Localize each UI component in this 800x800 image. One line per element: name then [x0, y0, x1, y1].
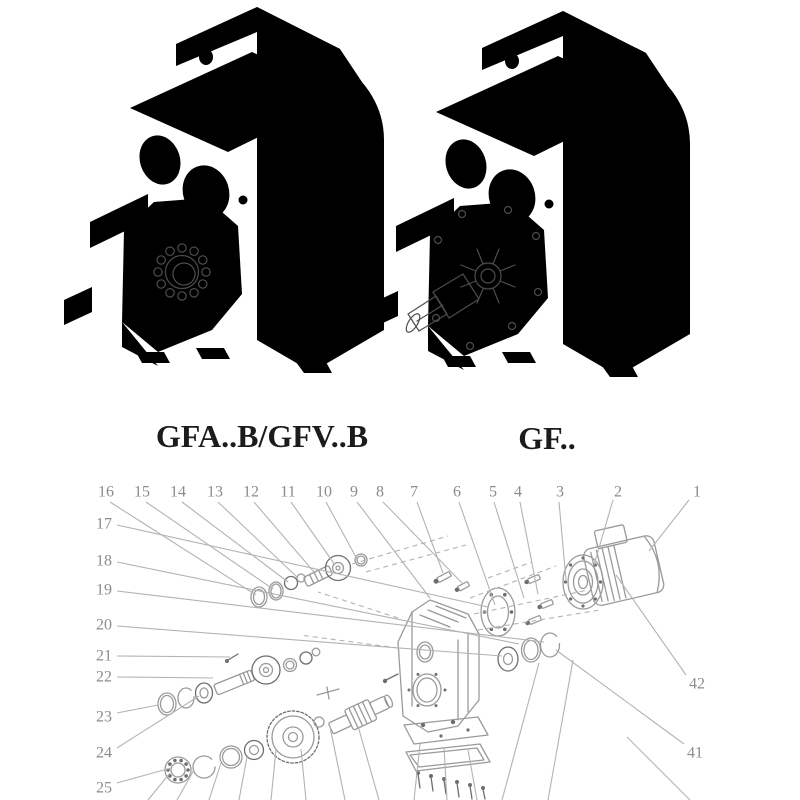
gearbox-drawing-gfab	[64, 7, 384, 373]
part-number-15: 15	[134, 483, 150, 501]
upper-shaft-assembly	[251, 554, 367, 607]
leader-line-42	[616, 575, 686, 675]
leader-line-23	[117, 705, 158, 713]
leader-line-3	[559, 502, 566, 580]
cutoff-line-13	[627, 737, 690, 800]
part-number-21: 21	[96, 647, 112, 665]
cutoff-line-4	[271, 749, 276, 800]
part-number-14: 14	[170, 483, 186, 501]
cutoff-line-12	[548, 660, 573, 800]
part-number-1: 1	[693, 483, 701, 501]
part-number-42: 42	[689, 675, 705, 693]
caption-gf: GF..	[518, 420, 576, 456]
part-number-22: 22	[96, 668, 112, 686]
cutoff-line-0	[148, 773, 170, 800]
leader-line-5	[494, 502, 524, 598]
exploded-view	[158, 519, 665, 799]
part-number-7: 7	[410, 483, 418, 501]
part-number-8: 8	[376, 483, 384, 501]
part-number-2: 2	[614, 483, 622, 501]
cutoff-line-5	[301, 749, 306, 800]
part-number-23: 23	[96, 708, 112, 726]
cutoff-line-10	[468, 750, 477, 800]
part-number-11: 11	[280, 483, 296, 501]
part-number-3: 3	[556, 483, 564, 501]
part-number-18: 18	[96, 552, 112, 570]
leader-line-21	[117, 656, 230, 657]
leader-line-9	[357, 502, 430, 598]
part-number-6: 6	[453, 483, 461, 501]
projection-line-7	[488, 562, 532, 578]
part-number-25: 25	[96, 779, 112, 797]
leader-line-1	[649, 500, 689, 551]
leader-line-11	[291, 502, 335, 565]
part-number-16: 16	[98, 483, 114, 501]
part-number-17: 17	[96, 515, 112, 533]
part-number-10: 10	[316, 483, 332, 501]
part-number-20: 20	[96, 616, 112, 634]
leader-line-6	[459, 502, 495, 605]
leader-line-8	[383, 502, 463, 584]
part-number-9: 9	[350, 483, 358, 501]
caption-gfab: GFA..B/GFV..B	[155, 418, 369, 454]
leader-line-14	[182, 502, 288, 582]
part-number-41: 41	[687, 744, 703, 762]
part-number-4: 4	[514, 483, 522, 501]
part-number-13: 13	[207, 483, 223, 501]
cutoff-line-6	[329, 722, 345, 800]
projection-line-4	[478, 610, 600, 630]
intermediate-shaft-assembly	[158, 648, 320, 715]
gearbox-drawing-gf	[370, 11, 690, 377]
leader-line-25	[117, 768, 171, 783]
projection-line-1	[366, 545, 466, 572]
leader-line-22	[117, 677, 213, 678]
leader-line-17	[117, 525, 488, 607]
part-number-5: 5	[489, 483, 497, 501]
leader-line-4	[520, 502, 538, 594]
cutoff-line-7	[358, 726, 379, 800]
part-number-24: 24	[96, 744, 112, 762]
leader-line-10	[326, 502, 357, 559]
leader-line-7	[417, 502, 443, 573]
leader-line-19	[117, 591, 544, 642]
part-number-19: 19	[96, 581, 112, 599]
cutoff-line-11	[502, 663, 539, 800]
leader-line-16	[110, 502, 256, 595]
leader-lines	[110, 500, 689, 783]
leader-line-41	[556, 650, 684, 744]
part-number-12: 12	[243, 483, 259, 501]
motor-drawing	[563, 519, 665, 609]
